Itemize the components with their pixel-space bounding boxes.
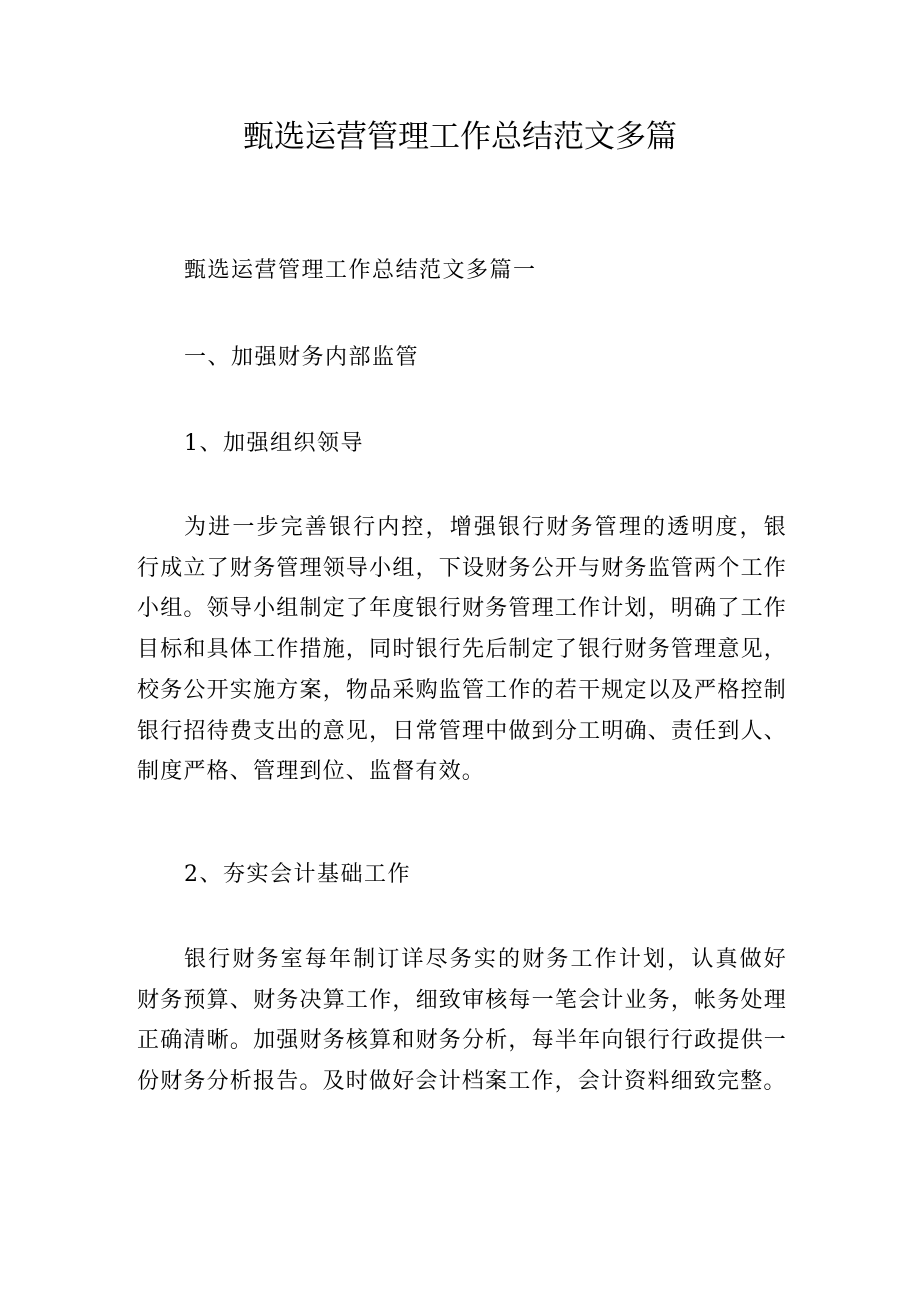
subsection-paragraph-1: 为进一步完善银行内控，增强银行财务管理的透明度，银行成立了财务管理领导小组，下设财务公开与财务监管两个工作小组。领导小组制定了年度银行财务管理工作计划，明确了工作目标和具体工作措施，同时银行先后制定了银行财务管理意见，校务公开实施方案，物品采购监管工作的若干规定以及严格控制银行招待费支出的意见，日常管理中做到分工明确、责任到人、制度严格、管理到位、监督有效。 (137, 515, 787, 785)
subsection-paragraph-2: 银行财务室每年制订详尽务实的财务工作计划，认真做好财务预算、财务决算工作，细致审核每一笔会计业务，帐务处理正确清晰。加强财务核算和财务分析，每半年向银行行政提供一份财务分析报告。及时做好会计档案工作，会计资料细致完整。 (137, 947, 787, 1095)
subsection-heading-1: 1、加强组织领导 (184, 431, 364, 456)
document-subtitle: 甄选运营管理工作总结范文多篇一 (184, 258, 537, 283)
subsection-heading-2: 2、夯实会计基础工作 (184, 862, 411, 887)
section-heading: 一、加强财务内部监管 (184, 345, 420, 370)
document-title: 甄选运营管理工作总结范文多篇 (243, 119, 677, 155)
